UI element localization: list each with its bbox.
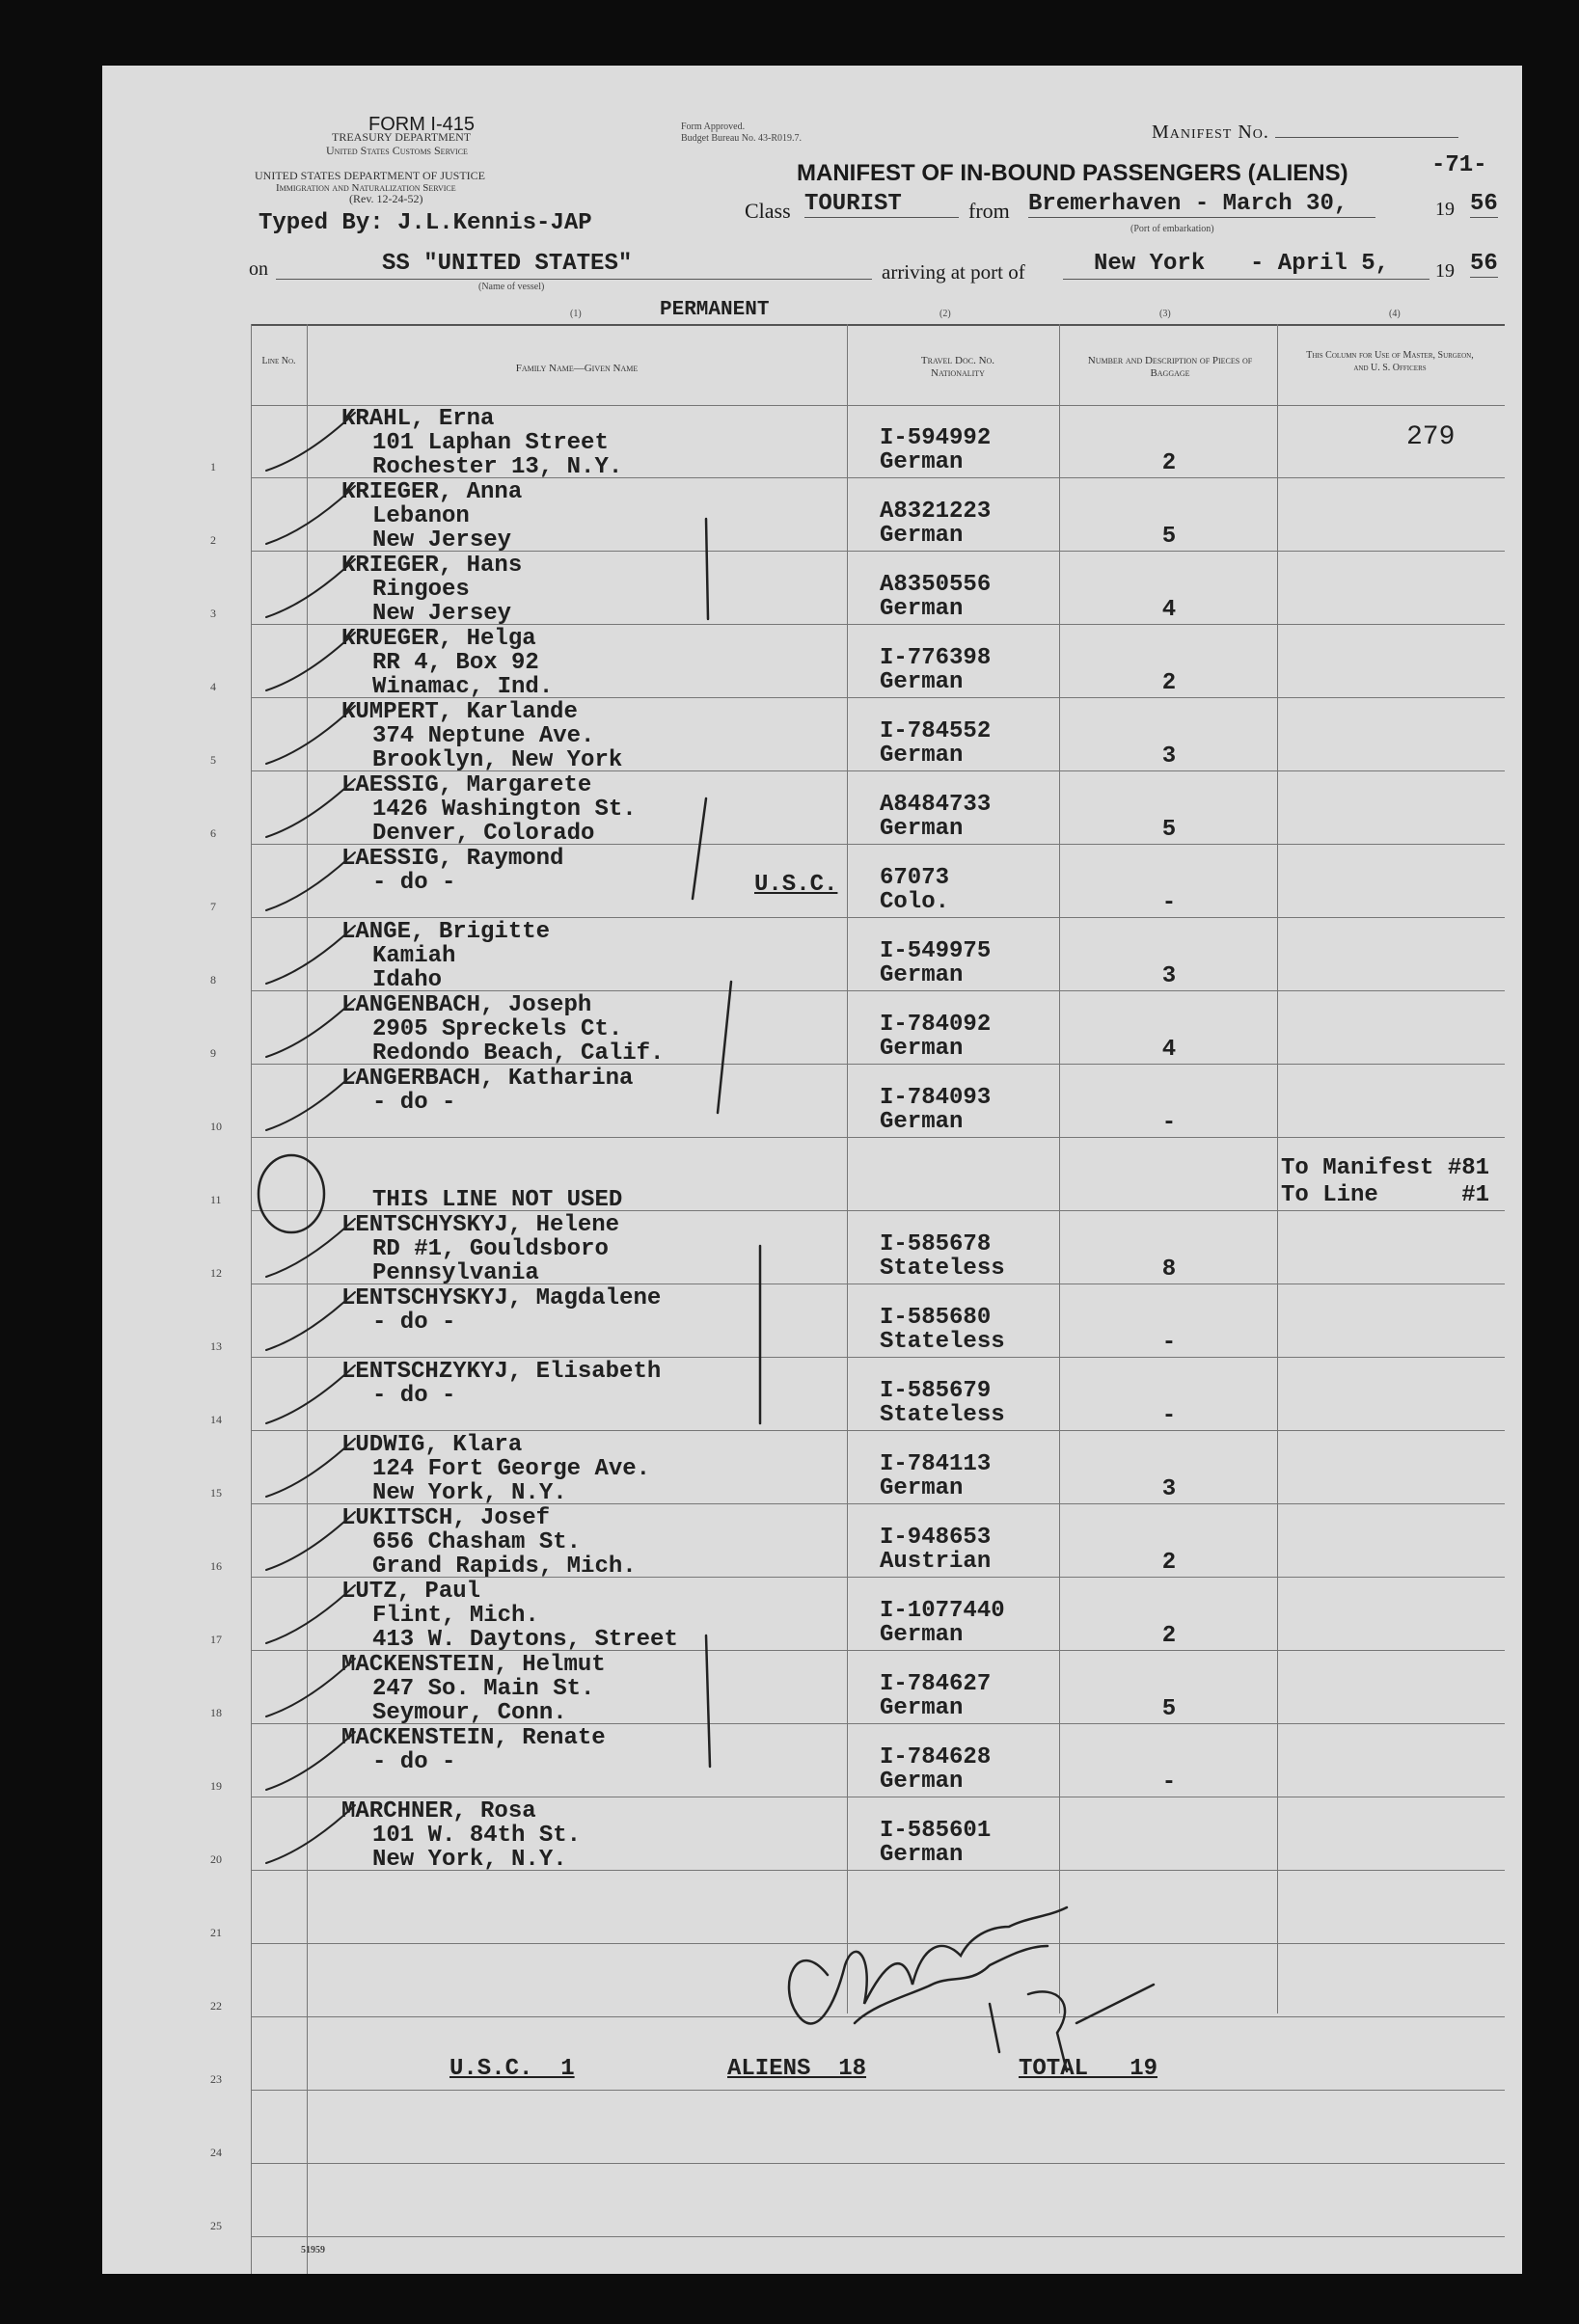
address-line: Denver, Colorado xyxy=(372,821,595,847)
baggage-count: 3 xyxy=(1161,743,1177,770)
col-header-line-no: Line No. xyxy=(261,356,296,366)
address-line: Redondo Beach, Calif. xyxy=(372,1040,665,1067)
nationality: Austrian xyxy=(880,1549,992,1575)
doc-number: I-585680 xyxy=(880,1305,992,1331)
check-mark xyxy=(266,926,355,984)
line-number: 22 xyxy=(210,1999,222,2013)
nationality: German xyxy=(880,962,964,988)
vertical-bracket xyxy=(718,982,731,1113)
nationality: German xyxy=(880,1036,964,1062)
line-number: 10 xyxy=(210,1120,222,1133)
address-line: Seymour, Conn. xyxy=(372,1700,567,1726)
check-mark xyxy=(266,779,355,837)
ins-label: Immigration and Naturalization Service xyxy=(276,182,456,194)
nationality: German xyxy=(880,1695,964,1721)
manifest-page xyxy=(102,66,1522,2274)
rev-label: (Rev. 12-24-52) xyxy=(349,192,423,205)
address-line: New York, N.Y. xyxy=(372,1480,567,1506)
baggage-count: 3 xyxy=(1161,1476,1177,1502)
nationality: German xyxy=(880,523,964,549)
address-line: 1426 Washington St. xyxy=(372,797,637,823)
passenger-name: LAESSIG, Raymond xyxy=(341,846,564,872)
passenger-name: MACKENSTEIN, Helmut xyxy=(341,1652,606,1678)
treasury-label: TREASURY DEPARTMENT xyxy=(332,130,472,144)
doc-number: A8350556 xyxy=(880,572,992,598)
baggage-count: 2 xyxy=(1161,670,1177,696)
address-line: THIS LINE NOT USED xyxy=(372,1187,623,1213)
line-number: 15 xyxy=(210,1486,222,1500)
total-usc: U.S.C. 1 xyxy=(449,2056,575,2082)
line-number: 17 xyxy=(210,1633,222,1646)
check-mark xyxy=(266,559,355,617)
nationality: German xyxy=(880,1842,964,1868)
total-aliens: ALIENS 18 xyxy=(727,2056,867,2082)
budget-bureau: Budget Bureau No. 43-R019.7. xyxy=(681,133,802,144)
baggage-count: 2 xyxy=(1161,1550,1177,1576)
port-embarkation-caption: (Port of embarkation) xyxy=(1130,224,1214,234)
doc-number: I-784627 xyxy=(880,1671,992,1697)
line-number: 4 xyxy=(210,680,216,693)
nationality: German xyxy=(880,1475,964,1501)
check-mark xyxy=(266,633,355,690)
on-label: on xyxy=(249,258,268,280)
line-number: 19 xyxy=(210,1779,222,1793)
manifest-no-text: Manifest No. xyxy=(1152,122,1269,143)
baggage-count: - xyxy=(1161,1403,1177,1429)
footer-code: 51959 xyxy=(301,2245,325,2256)
vertical-bracket xyxy=(693,798,706,899)
line-number: 18 xyxy=(210,1706,222,1719)
address-line: 656 Chasham St. xyxy=(372,1529,582,1555)
line-number: 11 xyxy=(210,1193,222,1206)
nationality: German xyxy=(880,1769,964,1795)
passenger-name: LANGE, Brigitte xyxy=(341,919,551,945)
check-mark xyxy=(266,1439,355,1497)
doc-number: I-784093 xyxy=(880,1085,992,1111)
doc-number: I-1077440 xyxy=(880,1598,1005,1624)
line-number: 25 xyxy=(210,2219,222,2232)
address-line: 2905 Spreckels Ct. xyxy=(372,1016,623,1042)
check-mark xyxy=(266,852,355,910)
address-line: 247 So. Main St. xyxy=(372,1676,595,1702)
class-value: TOURIST xyxy=(804,191,959,218)
address-line: Kamiah xyxy=(372,943,456,969)
line-number: 1 xyxy=(210,460,216,473)
nationality: German xyxy=(880,596,964,622)
address-line: 101 Laphan Street xyxy=(372,430,609,456)
baggage-count: - xyxy=(1161,1330,1177,1356)
baggage-count: 2 xyxy=(1161,450,1177,476)
signature-scrawl xyxy=(990,1985,1154,2071)
col-number-1: (1) xyxy=(570,309,582,319)
line11-note-line: To Line #1 xyxy=(1281,1182,1490,1208)
passenger-name: LENTSCHYSKYJ, Magdalene xyxy=(341,1285,662,1311)
address-line: Winamac, Ind. xyxy=(372,674,554,700)
baggage-count: 5 xyxy=(1161,524,1177,550)
line-number: 6 xyxy=(210,826,216,840)
baggage-count: - xyxy=(1161,890,1177,916)
check-mark xyxy=(266,413,355,471)
passenger-name: KUMPERT, Karlande xyxy=(341,699,578,725)
passenger-name: KRUEGER, Helga xyxy=(341,626,536,652)
doc-number: I-776398 xyxy=(880,645,992,671)
check-mark xyxy=(266,1732,355,1790)
passenger-name: LUTZ, Paul xyxy=(341,1579,481,1605)
col-number-4: (4) xyxy=(1389,309,1401,319)
year-prefix: 19 xyxy=(1435,199,1455,220)
nationality: Colo. xyxy=(880,889,950,915)
passenger-name: LUDWIG, Klara xyxy=(341,1432,523,1458)
address-line: Grand Rapids, Mich. xyxy=(372,1554,637,1580)
line-number: 21 xyxy=(210,1926,222,1939)
justice-label: UNITED STATES DEPARTMENT OF JUSTICE xyxy=(255,169,486,182)
manifest-title: MANIFEST OF IN-BOUND PASSENGERS (ALIENS) xyxy=(797,160,1348,186)
address-line: 101 W. 84th St. xyxy=(372,1823,582,1849)
baggage-count: 4 xyxy=(1161,1037,1177,1063)
nationality: German xyxy=(880,743,964,769)
passenger-name: LENTSCHYSKYJ, Helene xyxy=(341,1212,620,1238)
baggage-count: 5 xyxy=(1161,817,1177,843)
address-line: Idaho xyxy=(372,967,443,993)
check-mark xyxy=(266,1659,355,1716)
vessel-caption: (Name of vessel) xyxy=(478,282,545,292)
arrival-year-prefix: 19 xyxy=(1435,260,1455,282)
doc-number: I-784552 xyxy=(880,718,992,744)
line-number: 16 xyxy=(210,1559,222,1573)
line-number: 23 xyxy=(210,2072,222,2086)
passenger-name: LENTSCHZYKYJ, Elisabeth xyxy=(341,1359,662,1385)
line-number: 12 xyxy=(210,1266,222,1280)
nationality: German xyxy=(880,669,964,695)
nationality: German xyxy=(880,449,964,475)
year-value: 56 xyxy=(1470,191,1498,217)
check-mark xyxy=(266,1219,355,1277)
passenger-name: MARCHNER, Rosa xyxy=(341,1798,536,1824)
doc-number: A8484733 xyxy=(880,792,992,818)
signature-scrawl xyxy=(855,1946,1048,2023)
col-number-3: (3) xyxy=(1159,309,1171,319)
doc-number: 67073 xyxy=(880,865,950,891)
line-number: 13 xyxy=(210,1339,222,1353)
line11-note-manifest: To Manifest #81 xyxy=(1281,1155,1490,1181)
address-line: New Jersey xyxy=(372,527,512,554)
annotation-279: 279 xyxy=(1406,422,1456,452)
vertical-bracket xyxy=(706,519,708,619)
nationality: Stateless xyxy=(880,1256,1005,1282)
baggage-count: 2 xyxy=(1161,1623,1177,1649)
passenger-name: MACKENSTEIN, Renate xyxy=(341,1725,606,1751)
nationality: German xyxy=(880,1622,964,1648)
passenger-name: LANGERBACH, Katharina xyxy=(341,1066,634,1092)
baggage-count: 3 xyxy=(1161,963,1177,989)
address-line: Rochester 13, N.Y. xyxy=(372,454,623,480)
class-label: Class xyxy=(745,199,791,223)
line-number: 24 xyxy=(210,2146,222,2159)
address-line: - do - xyxy=(372,1749,456,1775)
address-line: - do - xyxy=(372,1310,456,1336)
doc-number: I-784628 xyxy=(880,1744,992,1770)
line-number: 7 xyxy=(210,900,216,913)
address-line: 374 Neptune Ave. xyxy=(372,723,595,749)
manifest-number: -71- xyxy=(1431,152,1487,178)
line-number: 14 xyxy=(210,1413,222,1426)
check-mark xyxy=(266,1585,355,1643)
baggage-count: 5 xyxy=(1161,1696,1177,1722)
doc-number: I-585601 xyxy=(880,1818,992,1844)
passenger-name: KRIEGER, Hans xyxy=(341,553,523,579)
total-all: TOTAL 19 xyxy=(1019,2056,1158,2082)
address-line: Flint, Mich. xyxy=(372,1603,539,1629)
check-mark xyxy=(266,706,355,764)
arrival-date: - April 5, xyxy=(1250,251,1390,277)
check-mark xyxy=(266,1512,355,1570)
address-line: 413 W. Daytons, Street xyxy=(372,1627,678,1653)
form-approved: Form Approved. xyxy=(681,122,746,132)
passenger-name: KRAHL, Erna xyxy=(341,406,495,432)
address-line: New York, N.Y. xyxy=(372,1847,567,1873)
nationality: Stateless xyxy=(880,1402,1005,1428)
passenger-name: KRIEGER, Anna xyxy=(341,479,523,505)
check-mark xyxy=(266,1805,355,1863)
doc-number: I-594992 xyxy=(880,425,992,451)
address-line: - do - xyxy=(372,870,456,896)
line-number: 20 xyxy=(210,1852,222,1866)
arrival-port: New York xyxy=(1094,251,1206,277)
col-header-officers: This Column for Use of Master, Surgeon, and U. S. Officers xyxy=(1306,350,1474,373)
permanent-label: PERMANENT xyxy=(660,299,770,321)
col-header-doc: Travel Doc. No. Nationality xyxy=(920,355,995,379)
address-line: Ringoes xyxy=(372,577,470,603)
line-number: 5 xyxy=(210,753,216,767)
check-mark xyxy=(266,486,355,544)
check-mark xyxy=(266,1365,355,1423)
doc-number: I-585678 xyxy=(880,1231,992,1257)
doc-number: I-585679 xyxy=(880,1378,992,1404)
address-line: Lebanon xyxy=(372,503,470,529)
vertical-bracket xyxy=(706,1635,710,1767)
address-line: Pennsylvania xyxy=(372,1260,539,1286)
baggage-count: - xyxy=(1161,1770,1177,1796)
vessel-name: SS "UNITED STATES" xyxy=(382,251,633,277)
doc-number: A8321223 xyxy=(880,499,992,525)
baggage-count: 4 xyxy=(1161,597,1177,623)
typed-by: Typed By: J.L.Kennis-JAP xyxy=(259,210,592,236)
doc-number: I-784092 xyxy=(880,1012,992,1038)
nationality: Stateless xyxy=(880,1329,1005,1355)
line11-circle xyxy=(259,1155,324,1232)
usc-marker: U.S.C. xyxy=(754,872,838,898)
address-line: New Jersey xyxy=(372,601,512,627)
form-number: FORM I-415 xyxy=(368,114,476,135)
passenger-name: LAESSIG, Margarete xyxy=(341,772,592,798)
passenger-name: LANGENBACH, Joseph xyxy=(341,992,592,1018)
customs-label: United States Customs Service xyxy=(326,144,468,157)
doc-number: I-784113 xyxy=(880,1451,992,1477)
address-line: RD #1, Gouldsboro xyxy=(372,1236,609,1262)
check-mark xyxy=(266,999,355,1057)
arrival-year: 56 xyxy=(1470,251,1498,277)
passenger-name: LUKITSCH, Josef xyxy=(341,1505,551,1531)
signature-scrawl xyxy=(789,1907,1067,2023)
handwriting-overlay xyxy=(102,66,1522,2274)
from-label: from xyxy=(968,199,1010,223)
nationality: German xyxy=(880,1109,964,1135)
col-number-2: (2) xyxy=(939,309,951,319)
address-line: - do - xyxy=(372,1090,456,1116)
baggage-count: 8 xyxy=(1161,1257,1177,1283)
nationality: German xyxy=(880,816,964,842)
doc-number: I-549975 xyxy=(880,938,992,964)
col-header-baggage: Number and Description of Pieces of Baggage xyxy=(1087,355,1253,379)
line-number: 3 xyxy=(210,607,216,620)
baggage-count: - xyxy=(1161,1110,1177,1136)
arriving-label: arriving at port of xyxy=(882,260,1025,284)
doc-number: I-948653 xyxy=(880,1525,992,1551)
line-number: 9 xyxy=(210,1046,216,1060)
address-line: - do - xyxy=(372,1383,456,1409)
address-line: RR 4, Box 92 xyxy=(372,650,539,676)
address-line: Brooklyn, New York xyxy=(372,747,623,773)
from-value: Bremerhaven - March 30, xyxy=(1028,191,1375,218)
check-mark xyxy=(266,1292,355,1350)
line-number: 2 xyxy=(210,533,216,547)
address-line: 124 Fort George Ave. xyxy=(372,1456,651,1482)
check-mark xyxy=(266,1072,355,1130)
line-number: 8 xyxy=(210,973,216,986)
col-header-name: Family Name—Given Name xyxy=(515,363,639,374)
